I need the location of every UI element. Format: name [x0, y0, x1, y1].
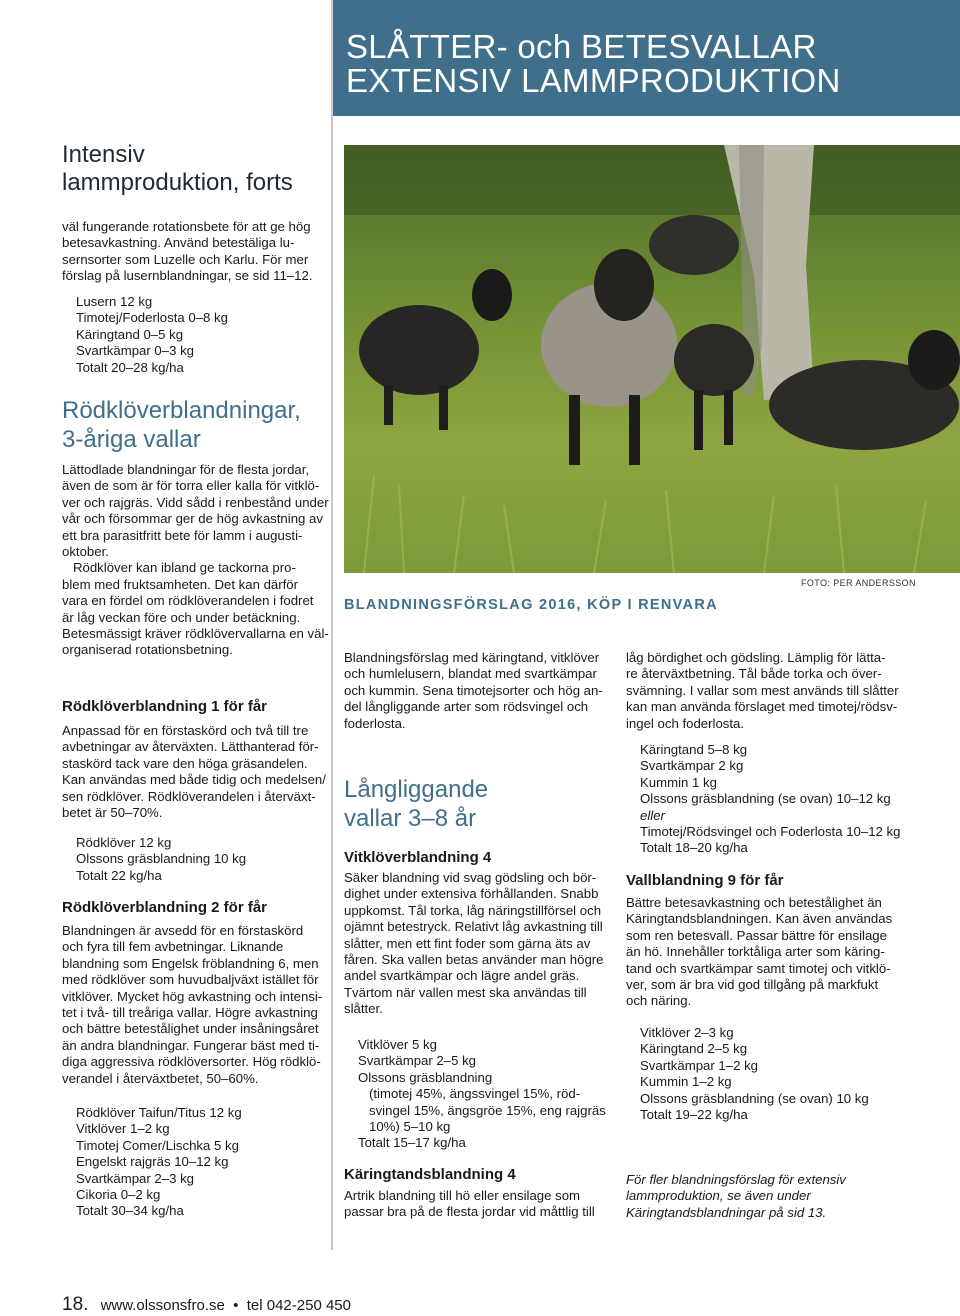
list-item: Kummin 1–2 kg [640, 1074, 732, 1090]
text-line: även de som är för torra eller kalla för vitklö- [62, 478, 320, 494]
list-item: Kummin 1 kg [640, 774, 717, 790]
vallblandning9-heading: Vallblandning 9 för får [626, 872, 784, 889]
text-line: verandel i återväxtbetet, 50–60%. [62, 1070, 259, 1086]
vitklover4-paragraph [344, 870, 609, 1018]
list-item: Svartkämpar 1–2 kg [640, 1057, 759, 1073]
text-line: dighet under extensiva förhållanden. Snabb [344, 886, 599, 902]
text-line: är låg veckan före och under betäckning. [62, 609, 301, 625]
text-line: Käringtandsblandningen. Kan även användas [626, 911, 893, 927]
list-item: svingel 15%, ängsgröe 15%, eng rajgräs [358, 1102, 606, 1118]
list-item: Olssons gräsblandning (se ovan) 10–12 kg [640, 791, 891, 807]
text-line: vår och försommar ger de hög avkastning av [62, 511, 323, 527]
photo-credit: FOTO: PER ANDERSSON [801, 578, 916, 588]
text-line: och kummin. Sena timotejsorter och hög an- [344, 682, 603, 698]
list-item: Totalt 30–34 kg/ha [76, 1203, 184, 1219]
text-line: sen rödklöver. Rödklöverandelen i återväxt- [62, 788, 316, 804]
text-line: betesavkastning. Använd betestäliga lu- [62, 235, 295, 251]
section-heading-line: 3-åriga vallar [62, 426, 201, 453]
page-title-line-2: EXTENSIV LAMMPRODUKTION [346, 62, 841, 99]
list-item: Lusern 12 kg [76, 294, 153, 309]
text-line: och fyra till fem avbetningar. Liknande [62, 939, 284, 955]
text-line: Blandningen är avsedd för en förstaskörd [62, 923, 304, 938]
text-line: För fler blandningsförslag för extensiv [626, 1172, 846, 1187]
text-line: tet i två- till treåriga vallar. Högre avkastning [62, 1005, 318, 1021]
lusern-seed-list [76, 294, 228, 376]
section-heading-line: vallar 3–8 år [344, 805, 477, 832]
text-line: Käringtandsblandningar på sid 13. [626, 1204, 827, 1220]
list-item: Käringtand 0–5 kg [76, 326, 184, 342]
blend1-seed-list [76, 835, 246, 884]
text-line: Betesmässigt kräver rödklövervallarna en väl- [62, 626, 329, 642]
text-line: Kan användas med både tidig och medelsen/ [62, 772, 326, 788]
text-line: ingel och foderlosta. [626, 715, 745, 731]
list-item: 10%) 5–10 kg [358, 1119, 451, 1135]
list-item: Totalt 19–22 kg/ha [640, 1107, 748, 1123]
list-item: Käringtand 2–5 kg [640, 1041, 748, 1057]
list-item: Totalt 18–20 kg/ha [640, 840, 748, 856]
text-line: andel svartkämpar och lägre andel gräs. [344, 968, 580, 984]
vitklover4-heading: Vitklöverblandning 4 [344, 849, 492, 866]
list-item: Svartkämpar 2–3 kg [76, 1170, 195, 1186]
page-number: 18. [62, 1294, 89, 1315]
list-item: Cikoria 0–2 kg [76, 1187, 161, 1203]
text-line: Rödklöver kan ibland ge tackorna pro- [62, 560, 296, 576]
text-line: kan man använda förslaget med timotej/rödsv- [626, 699, 898, 715]
blend-suggestion-caption: BLANDNINGSFÖRSLAG 2016, KÖP I RENVARA [344, 597, 718, 613]
text-line: Bättre betesavkastning och betestålighet än [626, 895, 882, 910]
intro-heading-line-2: lammproduktion, forts [62, 169, 293, 196]
text-line: avbetningar av återväxten. Lätthanterad för- [62, 739, 319, 755]
list-item: Olssons gräsblandning 10 kg [76, 851, 247, 867]
page-title-line-1: SLÅTTER- och BETESVALLAR [346, 28, 817, 65]
sheep-photo [344, 145, 960, 573]
list-item: Vitklöver 1–2 kg [76, 1121, 170, 1137]
rodklover-heading [62, 396, 301, 454]
text-line: än andra blandningar. Fungerar bäst med ti- [62, 1037, 320, 1053]
list-item: Timotej/Foderlosta 0–8 kg [76, 310, 228, 326]
list-item: Rödklöver Taifun/Titus 12 kg [76, 1105, 242, 1120]
list-item: Vitklöver 5 kg [358, 1037, 437, 1052]
text-line: lammproduktion, se även under [626, 1188, 811, 1204]
list-item: Timotej/Rödsvingel och Foderlosta 10–12 kg [640, 824, 901, 840]
blend2-paragraph [62, 923, 324, 1087]
intro-paragraph [62, 219, 324, 285]
text-line: Blandningsförslag med käringtand, vitklöver [344, 650, 600, 665]
text-line: vara en fördel om rödklöverandelen i fodret [62, 593, 314, 609]
text-line: ver, som är bra vid god tillgång på markfukt [626, 977, 879, 993]
text-line: Artrik blandning till hö eller ensilage som [344, 1188, 581, 1203]
intro-heading-line-1: Intensiv [62, 141, 145, 168]
karingtand4-heading: Käringtandsblandning 4 [344, 1166, 516, 1183]
text-line: och bättre betestålighet under insåningsåret [62, 1021, 319, 1037]
list-item: Svartkämpar 0–3 kg [76, 343, 195, 359]
text-line: ojämnt betestryck. Relativt låg avkastning till [344, 919, 603, 935]
text-line: del långliggande arter som rödsvingel och [344, 699, 589, 715]
rodklover-paragraph [62, 462, 329, 659]
list-item: Svartkämpar 2–5 kg [358, 1053, 477, 1069]
intro-heading [62, 141, 293, 197]
text-line: diga aggressiva rödklöversorter. Hög rödklö- [62, 1054, 321, 1070]
page-footer [62, 1294, 351, 1316]
list-item: Totalt 22 kg/ha [76, 867, 162, 883]
text-line: re återväxtbetning. Tål både torka och över- [626, 666, 882, 682]
text-line: tand och svartkämpar samt timotej och vitklö- [626, 960, 891, 976]
text-line: fåren. Ska vallen betas använder man högre [344, 952, 604, 968]
text-line: låg bördighet och gödsling. Lämplig för lätta- [626, 650, 886, 665]
text-line: foderlosta. [344, 715, 406, 731]
text-line: än hö. Innehåller torktåliga arter som käring- [626, 944, 885, 960]
list-item: Vitklöver 2–3 kg [640, 1025, 734, 1040]
long-lasting-heading [344, 775, 488, 833]
text-line: vitklöver. Mycket hög avkastning och intensi- [62, 988, 323, 1004]
vitklover4-seed-list [358, 1037, 606, 1152]
text-line: blem med fruktsamheten. Det kan därför [62, 576, 299, 592]
text-line: betet är 50–70%. [62, 805, 163, 821]
text-line: passar bra på de flesta jordar vid måttlig till [344, 1204, 595, 1220]
list-item: Olssons gräsblandning [358, 1069, 493, 1085]
text-line: blandning som Engelsk fröblandning 6, men [62, 955, 319, 971]
blend1-paragraph [62, 723, 324, 821]
text-line: som ren betesvall. Passar bättre för ensilage [626, 927, 887, 943]
list-item-or: eller [640, 807, 665, 823]
text-line: Lättodlade blandningar för de flesta jordar, [62, 462, 310, 477]
list-item: (timotej 45%, ängssvingel 15%, röd- [358, 1086, 581, 1102]
text-line: oktober. [62, 544, 109, 560]
text-line: ett bra parasitfritt bete för lamm i augusti- [62, 527, 303, 543]
text-line: uppkomst. Tål torka, låg näringstillförsel och [344, 902, 602, 918]
column-divider [331, 0, 333, 1250]
text-line: staskörd tack vare den höga gräsandelen. [62, 755, 308, 771]
sheep-photo-illustration [344, 145, 960, 573]
more-suggestions-note [626, 1172, 926, 1221]
list-item: Svartkämpar 2 kg [640, 758, 744, 774]
text-line: ver och rajgräs. Vidd sådd i renbestånd under [62, 494, 329, 510]
middle-intro-paragraph [344, 650, 609, 732]
right-intro-paragraph [626, 650, 926, 732]
text-line: Säker blandning vid svag gödsling och bör- [344, 870, 597, 885]
text-line: svämning. I vallar som mest används till slåtter [626, 682, 899, 698]
text-line: slåtter. [344, 1001, 383, 1017]
footer-contact: www.olssonsfro.se • tel 042-250 450 [100, 1297, 351, 1314]
section-heading-line: Långliggande [344, 776, 489, 803]
blend1-heading: Rödklöverblandning 1 för får [62, 698, 268, 715]
list-item: Totalt 15–17 kg/ha [358, 1135, 466, 1151]
blend2-heading: Rödklöverblandning 2 för får [62, 899, 268, 916]
section-heading-line: Rödklöverblandningar, [62, 397, 301, 424]
blend2-seed-list [76, 1105, 242, 1220]
text-line: och näring. [626, 993, 692, 1009]
text-line: Tvärtom när vallen mest ska användas till [344, 984, 587, 1000]
text-line: organiserad rotationsbetning. [62, 642, 233, 658]
list-item: Engelskt rajgräs 10–12 kg [76, 1154, 229, 1170]
list-item: Totalt 20–28 kg/ha [76, 359, 184, 375]
vallblandning9-seed-list [640, 1025, 869, 1123]
karingtand-seed-list [640, 742, 900, 857]
list-item: Rödklöver 12 kg [76, 835, 172, 850]
text-line: Anpassad för en förstaskörd och två till tre [62, 723, 309, 738]
vallblandning9-paragraph [626, 895, 926, 1010]
page-title [346, 30, 841, 98]
list-item: Olssons gräsblandning (se ovan) 10 kg [640, 1090, 869, 1106]
text-line: med rödklöver som huvudbaljväxt istället för [62, 972, 319, 988]
list-item: Käringtand 5–8 kg [640, 742, 748, 757]
text-line: slåtter, men ett fint foder som gärna äts av [344, 935, 591, 951]
list-item: Timotej Comer/Lischka 5 kg [76, 1137, 239, 1153]
text-line: väl fungerande rotationsbete för att ge hög [62, 219, 311, 234]
text-line: sernsorter som Luzelle och Karlu. För mer [62, 251, 309, 267]
text-line: förslag på lusernblandningar, se sid 11–12. [62, 268, 313, 284]
karingtand4-paragraph [344, 1188, 609, 1221]
text-line: och humlelusern, blandat med svartkämpar [344, 666, 597, 682]
